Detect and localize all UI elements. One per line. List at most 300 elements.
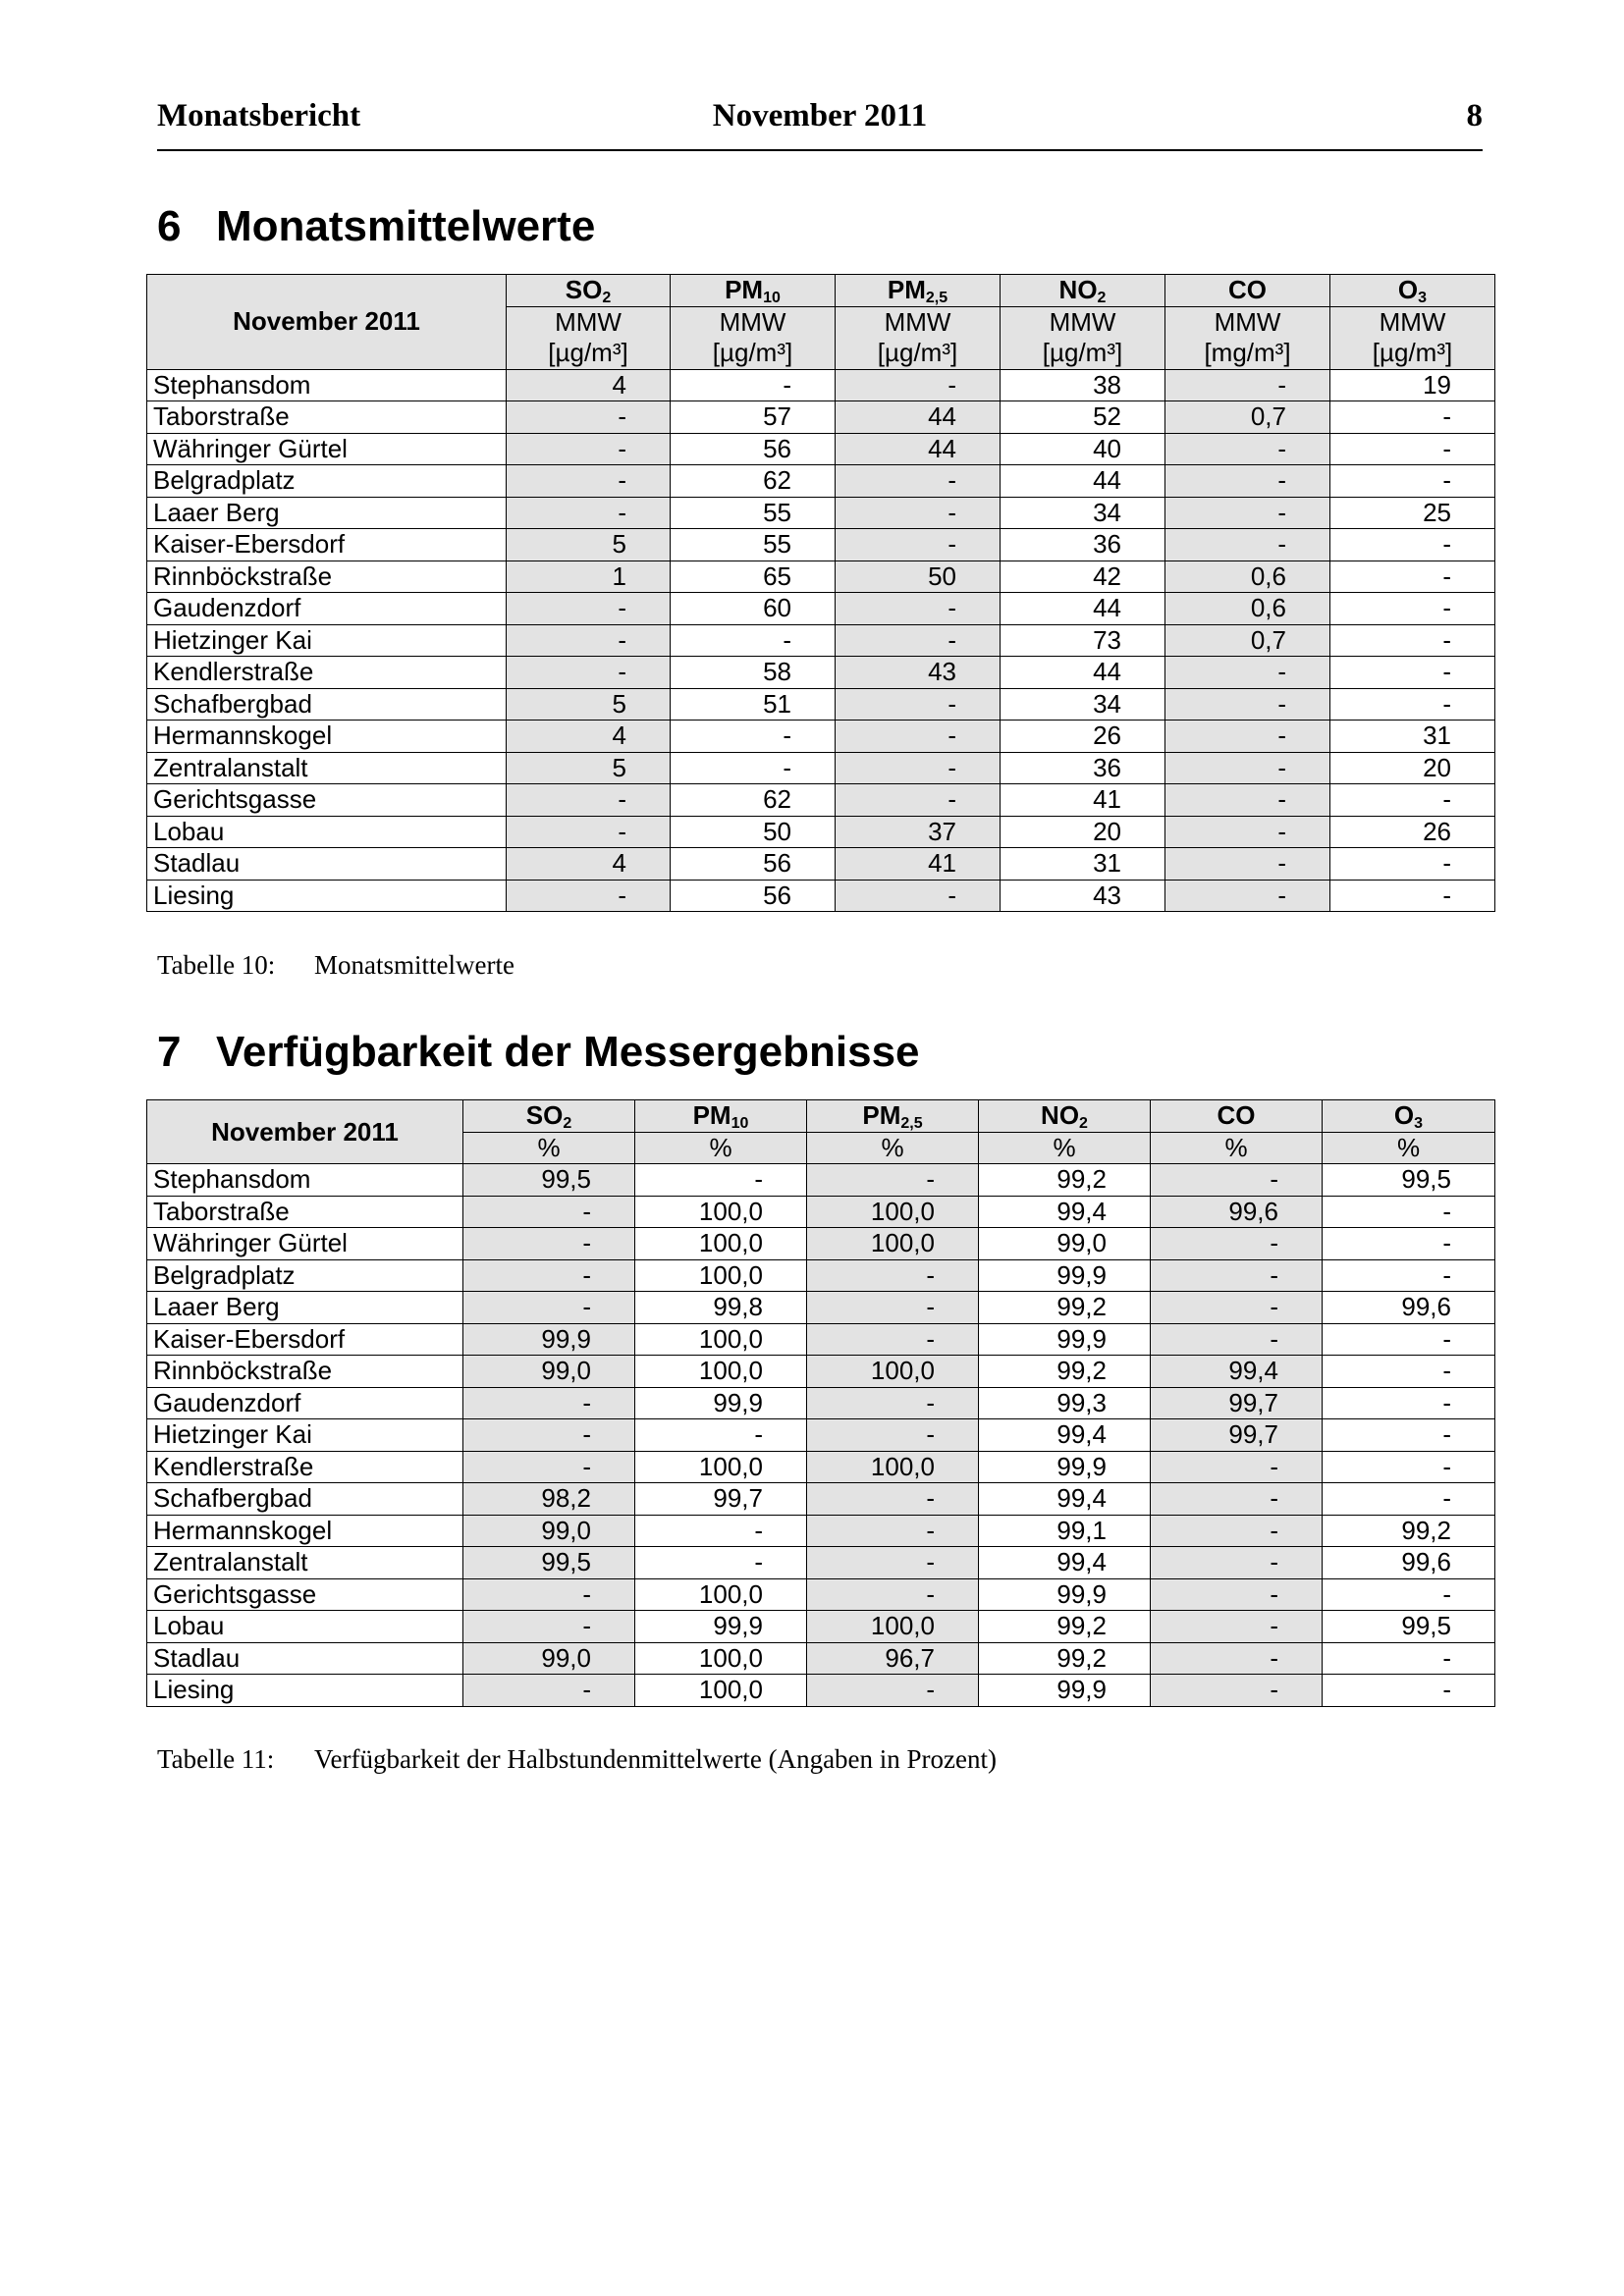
value-cell: - [1165, 848, 1330, 881]
value-cell: 20 [1001, 816, 1165, 848]
value-cell: 38 [1001, 369, 1165, 401]
pollutant-base: PM [887, 275, 926, 305]
pollutant-base: CO [1217, 1100, 1256, 1131]
value-cell: 99,0 [463, 1515, 635, 1547]
value-cell: 62 [671, 465, 836, 498]
value-cell: 100,0 [807, 1196, 979, 1228]
value-cell: 99,5 [1323, 1164, 1495, 1197]
value-cell: 99,7 [1151, 1387, 1323, 1419]
station-name: Schafbergbad [147, 1483, 463, 1516]
value-cell: - [1151, 1642, 1323, 1675]
value-cell: 0,7 [1165, 624, 1330, 657]
pollutant-sub: 2,5 [925, 290, 948, 307]
value-cell: 100,0 [635, 1451, 807, 1483]
value-cell: 99,2 [979, 1164, 1151, 1197]
value-cell: 0,6 [1165, 561, 1330, 593]
value-cell: - [1330, 593, 1495, 625]
value-cell: - [1330, 848, 1495, 881]
value-cell: - [1165, 784, 1330, 817]
value-cell: - [507, 401, 671, 434]
column-header [635, 1100, 807, 1133]
value-cell: - [463, 1419, 635, 1452]
value-cell: 99,3 [979, 1387, 1151, 1419]
value-cell: 56 [671, 880, 836, 912]
value-cell: - [836, 721, 1001, 753]
table-row [147, 880, 1495, 912]
value-cell: - [836, 529, 1001, 561]
table-body [147, 1164, 1495, 1707]
value-cell: - [807, 1483, 979, 1516]
station-name: Stephansdom [147, 1164, 463, 1197]
column-header [1165, 275, 1330, 307]
table-row [147, 1323, 1495, 1356]
value-cell: - [1323, 1483, 1495, 1516]
table-row [147, 369, 1495, 401]
caption-text: Verfügbarkeit der Halbstundenmittelwerte (Angaben in Prozent) [314, 1744, 998, 1774]
table-row [147, 1259, 1495, 1292]
pollutant-sub: 2,5 [900, 1115, 923, 1133]
value-cell: 100,0 [635, 1196, 807, 1228]
pollutant-base: SO [525, 1100, 564, 1131]
value-cell: - [836, 369, 1001, 401]
value-cell: 43 [1001, 880, 1165, 912]
table-row [147, 1419, 1495, 1452]
value-cell: - [1151, 1483, 1323, 1516]
value-cell: - [463, 1228, 635, 1260]
value-cell: 4 [507, 721, 671, 753]
value-cell: - [1323, 1196, 1495, 1228]
table-row [147, 1578, 1495, 1611]
value-cell: - [1165, 433, 1330, 465]
page-number: 8 [1466, 98, 1483, 133]
table-row [147, 1356, 1495, 1388]
unit-label: [mg/m³] [1165, 338, 1330, 369]
value-cell: 99,2 [979, 1642, 1151, 1675]
station-name: Belgradplatz [147, 465, 507, 498]
caption-label: Tabelle 11: [157, 1744, 275, 1774]
column-header [1323, 1100, 1495, 1133]
value-cell: - [507, 593, 671, 625]
station-name: Währinger Gürtel [147, 433, 507, 465]
value-cell: 99,2 [979, 1356, 1151, 1388]
value-cell: 25 [1330, 497, 1495, 529]
value-cell: - [1151, 1547, 1323, 1579]
value-cell: 52 [1001, 401, 1165, 434]
value-cell: 37 [836, 816, 1001, 848]
column-header [1151, 1100, 1323, 1133]
value-cell: 99,9 [979, 1675, 1151, 1707]
value-cell: - [1165, 721, 1330, 753]
station-name: Zentralanstalt [147, 1547, 463, 1579]
value-cell: 73 [1001, 624, 1165, 657]
value-cell: - [1330, 657, 1495, 689]
table-body [147, 369, 1495, 912]
value-cell: 99,2 [979, 1292, 1151, 1324]
value-cell: 100,0 [635, 1356, 807, 1388]
table-corner: November 2011 [147, 275, 507, 370]
value-cell: - [1151, 1451, 1323, 1483]
table-row [147, 1196, 1495, 1228]
value-cell: - [1151, 1164, 1323, 1197]
value-cell: - [807, 1164, 979, 1197]
station-name: Rinnböckstraße [147, 1356, 463, 1388]
pollutant-base: NO [1058, 275, 1098, 305]
unit-label: [µg/m³] [507, 338, 671, 369]
table-row [147, 1292, 1495, 1324]
value-cell: - [807, 1259, 979, 1292]
value-cell: 5 [507, 752, 671, 784]
value-cell: - [1323, 1356, 1495, 1388]
value-cell: - [1165, 369, 1330, 401]
value-cell: - [836, 593, 1001, 625]
value-cell: - [807, 1675, 979, 1707]
value-cell: - [1151, 1228, 1323, 1260]
stat-label: MMW [1001, 306, 1165, 338]
value-cell: - [807, 1515, 979, 1547]
value-cell: - [1151, 1292, 1323, 1324]
pollutant-sub: 2 [1097, 290, 1107, 307]
value-cell: 4 [507, 369, 671, 401]
station-name: Währinger Gürtel [147, 1228, 463, 1260]
value-cell: 34 [1001, 688, 1165, 721]
table-row [147, 688, 1495, 721]
value-cell: 36 [1001, 529, 1165, 561]
column-header [807, 1100, 979, 1133]
stat-label: MMW [507, 306, 671, 338]
station-name: Gerichtsgasse [147, 784, 507, 817]
value-cell: - [1330, 561, 1495, 593]
value-cell: - [1323, 1451, 1495, 1483]
table-row [147, 529, 1495, 561]
value-cell: 99,7 [635, 1483, 807, 1516]
value-cell: 44 [836, 433, 1001, 465]
pollutant-sub: 2 [602, 290, 612, 307]
unit-label: % [979, 1132, 1151, 1164]
value-cell: 99,7 [1151, 1419, 1323, 1452]
value-cell: 65 [671, 561, 836, 593]
value-cell: - [1323, 1419, 1495, 1452]
value-cell: 1 [507, 561, 671, 593]
report-month: November 2011 [712, 98, 928, 133]
unit-label: % [1151, 1132, 1323, 1164]
value-cell: 44 [836, 401, 1001, 434]
value-cell: 60 [671, 593, 836, 625]
value-cell: 99,9 [979, 1323, 1151, 1356]
value-cell: 56 [671, 848, 836, 881]
value-cell: - [1151, 1611, 1323, 1643]
value-cell: - [463, 1611, 635, 1643]
value-cell: - [1151, 1578, 1323, 1611]
table-row [147, 1483, 1495, 1516]
value-cell: 99,9 [979, 1259, 1151, 1292]
value-cell: - [463, 1675, 635, 1707]
unit-label: % [463, 1132, 635, 1164]
station-name: Kendlerstraße [147, 1451, 463, 1483]
value-cell: - [807, 1387, 979, 1419]
column-header [1001, 275, 1165, 307]
value-cell: 62 [671, 784, 836, 817]
value-cell: - [463, 1387, 635, 1419]
column-header [979, 1100, 1151, 1133]
value-cell: - [671, 369, 836, 401]
station-name: Hietzinger Kai [147, 1419, 463, 1452]
value-cell: - [1330, 401, 1495, 434]
station-name: Kaiser-Ebersdorf [147, 529, 507, 561]
table-row [147, 624, 1495, 657]
station-name: Kaiser-Ebersdorf [147, 1323, 463, 1356]
value-cell: 100,0 [635, 1642, 807, 1675]
column-header [507, 275, 671, 307]
value-cell: 4 [507, 848, 671, 881]
value-cell: 98,2 [463, 1483, 635, 1516]
value-cell: - [1165, 688, 1330, 721]
value-cell: 99,2 [1323, 1515, 1495, 1547]
table-row [147, 1547, 1495, 1579]
value-cell: - [1165, 752, 1330, 784]
value-cell: - [635, 1419, 807, 1452]
pollutant-base: NO [1041, 1100, 1080, 1131]
value-cell: - [1165, 657, 1330, 689]
value-cell: - [807, 1292, 979, 1324]
value-cell: - [1330, 433, 1495, 465]
station-name: Taborstraße [147, 1196, 463, 1228]
unit-label: [µg/m³] [1001, 338, 1165, 369]
pollutant-sub: 3 [1418, 290, 1428, 307]
value-cell: 36 [1001, 752, 1165, 784]
table-row [147, 752, 1495, 784]
value-cell: 44 [1001, 657, 1165, 689]
value-cell: - [836, 688, 1001, 721]
value-cell: 41 [1001, 784, 1165, 817]
unit-label: [µg/m³] [836, 338, 1001, 369]
value-cell: 26 [1330, 816, 1495, 848]
value-cell: - [463, 1292, 635, 1324]
report-title: Monatsbericht [157, 98, 361, 133]
value-cell: - [1165, 880, 1330, 912]
value-cell: - [807, 1323, 979, 1356]
value-cell: 99,5 [463, 1164, 635, 1197]
pollutant-base: O [1397, 275, 1419, 305]
station-name: Belgradplatz [147, 1259, 463, 1292]
pollutant-base: CO [1228, 275, 1267, 305]
unit-label: [µg/m³] [1330, 338, 1495, 369]
value-cell: 58 [671, 657, 836, 689]
value-cell: 100,0 [635, 1578, 807, 1611]
value-cell: 99,6 [1323, 1547, 1495, 1579]
station-name: Zentralanstalt [147, 752, 507, 784]
value-cell: - [507, 657, 671, 689]
value-cell: 56 [671, 433, 836, 465]
value-cell: - [463, 1578, 635, 1611]
caption-text: Monatsmittelwerte [314, 950, 514, 980]
value-cell: - [507, 624, 671, 657]
value-cell: - [1330, 624, 1495, 657]
table-row [147, 561, 1495, 593]
table-row [147, 1675, 1495, 1707]
pollutant-sub: 2 [563, 1115, 572, 1133]
station-name: Gaudenzdorf [147, 1387, 463, 1419]
table-row [147, 465, 1495, 498]
value-cell: 99,8 [635, 1292, 807, 1324]
value-cell: 99,2 [979, 1611, 1151, 1643]
stat-label: MMW [836, 306, 1001, 338]
value-cell: 99,4 [979, 1547, 1151, 1579]
pollutant-sub: 3 [1414, 1115, 1424, 1133]
station-name: Hietzinger Kai [147, 624, 507, 657]
unit-label: % [1323, 1132, 1495, 1164]
value-cell: 42 [1001, 561, 1165, 593]
value-cell: - [1323, 1642, 1495, 1675]
value-cell: 19 [1330, 369, 1495, 401]
value-cell: 31 [1330, 721, 1495, 753]
caption-label: Tabelle 10: [157, 950, 276, 980]
table-caption [157, 950, 514, 981]
value-cell: 99,4 [979, 1196, 1151, 1228]
value-cell: - [1330, 688, 1495, 721]
value-cell: 44 [1001, 593, 1165, 625]
station-name: Rinnböckstraße [147, 561, 507, 593]
table-row [147, 1451, 1495, 1483]
table-row [147, 1228, 1495, 1260]
value-cell: 99,9 [979, 1578, 1151, 1611]
value-cell: 99,4 [979, 1419, 1151, 1452]
value-cell: - [836, 752, 1001, 784]
column-header [836, 275, 1001, 307]
value-cell: 55 [671, 529, 836, 561]
value-cell: 50 [671, 816, 836, 848]
table-row [147, 784, 1495, 817]
station-name: Laaer Berg [147, 1292, 463, 1324]
table-row [147, 721, 1495, 753]
unit-label: % [807, 1132, 979, 1164]
station-name: Stephansdom [147, 369, 507, 401]
value-cell: - [836, 784, 1001, 817]
value-cell: - [836, 465, 1001, 498]
station-name: Lobau [147, 816, 507, 848]
value-cell: - [671, 721, 836, 753]
value-cell: 20 [1330, 752, 1495, 784]
value-cell: 99,6 [1151, 1196, 1323, 1228]
value-cell: - [1165, 529, 1330, 561]
station-name: Hermannskogel [147, 1515, 463, 1547]
value-cell: - [1330, 465, 1495, 498]
table-row [147, 848, 1495, 881]
section-title: Monatsmittelwerte [216, 202, 596, 250]
table-row [147, 401, 1495, 434]
value-cell: - [507, 816, 671, 848]
value-cell: - [1151, 1323, 1323, 1356]
value-cell: - [836, 624, 1001, 657]
station-name: Hermannskogel [147, 721, 507, 753]
station-name: Laaer Berg [147, 497, 507, 529]
table-row [147, 1515, 1495, 1547]
value-cell: - [807, 1547, 979, 1579]
value-cell: - [1165, 816, 1330, 848]
value-cell: - [1323, 1578, 1495, 1611]
value-cell: - [807, 1419, 979, 1452]
value-cell: - [463, 1259, 635, 1292]
value-cell: - [1330, 880, 1495, 912]
value-cell: 5 [507, 688, 671, 721]
unit-label: % [635, 1132, 807, 1164]
section-number: 6 [157, 202, 182, 250]
value-cell: - [1151, 1675, 1323, 1707]
value-cell: - [463, 1196, 635, 1228]
section-heading-6 [157, 202, 595, 251]
station-name: Gerichtsgasse [147, 1578, 463, 1611]
table-row [147, 1164, 1495, 1197]
value-cell: 99,5 [1323, 1611, 1495, 1643]
value-cell: 99,9 [635, 1611, 807, 1643]
value-cell: 100,0 [807, 1451, 979, 1483]
value-cell: 100,0 [807, 1611, 979, 1643]
value-cell: 44 [1001, 465, 1165, 498]
value-cell: 99,9 [463, 1323, 635, 1356]
pollutant-sub: 10 [763, 290, 781, 307]
pollutant-sub: 2 [1079, 1115, 1088, 1133]
section-number: 7 [157, 1028, 182, 1076]
value-cell: 99,0 [979, 1228, 1151, 1260]
section-title: Verfügbarkeit der Messergebnisse [216, 1028, 920, 1076]
pollutant-base: PM [692, 1100, 731, 1131]
value-cell: 100,0 [635, 1228, 807, 1260]
station-name: Liesing [147, 880, 507, 912]
value-cell: - [1323, 1387, 1495, 1419]
value-cell: - [1323, 1675, 1495, 1707]
pollutant-sub: 10 [731, 1115, 749, 1133]
table-row [147, 816, 1495, 848]
value-cell: 34 [1001, 497, 1165, 529]
value-cell: - [1165, 465, 1330, 498]
value-cell: - [1323, 1228, 1495, 1260]
pollutant-base: PM [725, 275, 764, 305]
station-name: Kendlerstraße [147, 657, 507, 689]
pollutant-base: O [1393, 1100, 1415, 1131]
value-cell: 100,0 [807, 1228, 979, 1260]
table-row [147, 657, 1495, 689]
station-name: Taborstraße [147, 401, 507, 434]
table-row [147, 1611, 1495, 1643]
monthly-mean-table [146, 274, 1495, 912]
value-cell: 96,7 [807, 1642, 979, 1675]
station-name: Gaudenzdorf [147, 593, 507, 625]
value-cell: 99,4 [979, 1483, 1151, 1516]
value-cell: 100,0 [807, 1356, 979, 1388]
value-cell: - [507, 784, 671, 817]
value-cell: - [836, 880, 1001, 912]
table-row [147, 593, 1495, 625]
station-name: Liesing [147, 1675, 463, 1707]
value-cell: 0,7 [1165, 401, 1330, 434]
column-header [1330, 275, 1495, 307]
value-cell: 26 [1001, 721, 1165, 753]
value-cell: - [635, 1515, 807, 1547]
pollutant-base: PM [862, 1100, 901, 1131]
value-cell: - [507, 880, 671, 912]
value-cell: - [1323, 1323, 1495, 1356]
value-cell: 55 [671, 497, 836, 529]
value-cell: - [1151, 1515, 1323, 1547]
value-cell: 100,0 [635, 1323, 807, 1356]
value-cell: - [507, 433, 671, 465]
value-cell: 50 [836, 561, 1001, 593]
value-cell: - [1151, 1259, 1323, 1292]
value-cell: - [671, 752, 836, 784]
value-cell: 99,5 [463, 1547, 635, 1579]
pollutant-base: SO [565, 275, 603, 305]
availability-table [146, 1099, 1495, 1707]
value-cell: - [507, 497, 671, 529]
